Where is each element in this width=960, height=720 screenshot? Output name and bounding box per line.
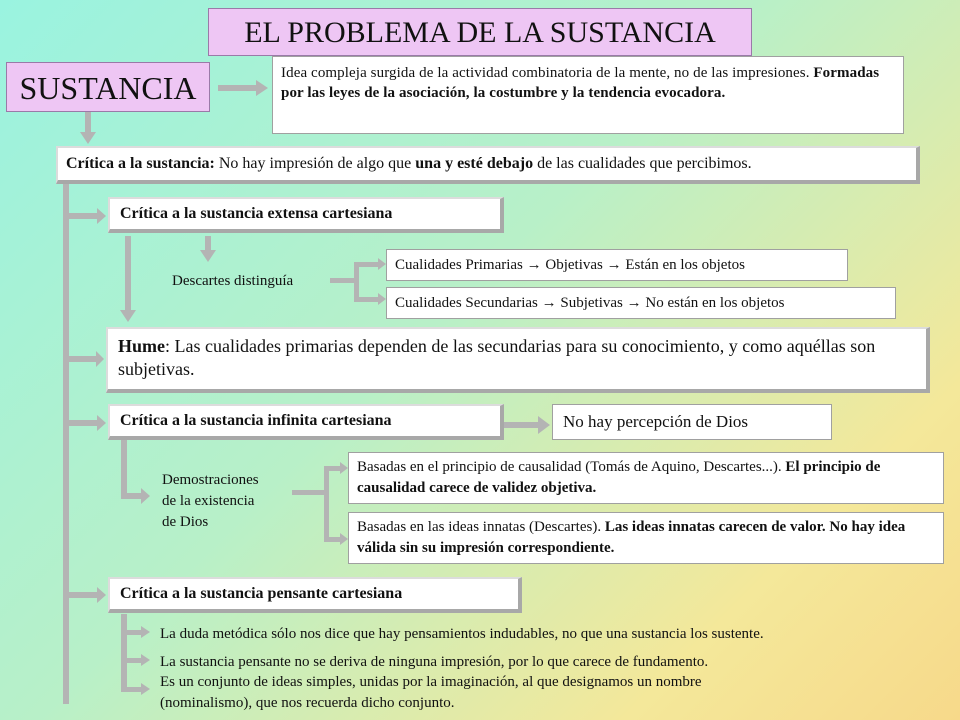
hume-text: : Las cualidades primarias dependen de las secundarias para su conocimiento, y como aquéllas son subjetivas. bbox=[118, 336, 876, 379]
hume-label: Hume bbox=[118, 336, 165, 356]
innatas-box bbox=[348, 512, 944, 564]
demostraciones-label bbox=[162, 470, 259, 533]
innatas-plain: Basadas en las ideas innatas (Descartes). bbox=[357, 519, 602, 535]
secundarias-box: Cualidades Secundarias → Subjetivas → No están en los objetos bbox=[386, 287, 896, 319]
pensante-item-4: (nominalismo), que nos recuerda dicho conjunto. bbox=[160, 695, 455, 711]
causalidad-bold: El principio de causalidad carece de validez objetiva. bbox=[357, 459, 881, 496]
descartes-label: Descartes distinguía bbox=[172, 273, 294, 289]
idea-definition-box bbox=[272, 56, 904, 134]
extensa-header: Crítica a la sustancia extensa cartesiana bbox=[108, 197, 504, 233]
pensante-header: Crítica a la sustancia pensante cartesiana bbox=[108, 577, 522, 613]
pensante-item-3: Es un conjunto de ideas simples, unidas por la imaginación, al que designamos un nombre bbox=[160, 674, 702, 690]
innatas-bold: Las ideas innatas carecen de valor. No hay idea válida sin su impresión correspondiente. bbox=[357, 519, 906, 556]
demostraciones-line-1: Demostraciones bbox=[162, 472, 259, 488]
pensante-item-1: La duda metódica sólo nos dice que hay pensamientos indudables, no que una sustancia los sustente. bbox=[160, 626, 764, 642]
causalidad-box bbox=[348, 452, 944, 504]
pensante-item-2: La sustancia pensante no se deriva de ninguna impresión, por lo que carece de fundamento. bbox=[160, 654, 709, 670]
sustancia-box: SUSTANCIA bbox=[6, 62, 210, 112]
hume-box bbox=[106, 327, 930, 393]
percepcion-dios-box: No hay percepción de Dios bbox=[552, 404, 832, 440]
page-title: EL PROBLEMA DE LA SUSTANCIA bbox=[208, 8, 752, 56]
critica-bold: una y esté debajo bbox=[415, 155, 534, 172]
idea-bold-text: Formadas por las leyes de la asociación, la costumbre y la tendencia evocadora. bbox=[281, 65, 880, 101]
idea-plain-text: Idea compleja surgida de la actividad combinatoria de la mente, no de las impresiones. bbox=[281, 65, 810, 81]
critica-text-2: de las cualidades que percibimos. bbox=[537, 155, 752, 172]
causalidad-plain: Basadas en el principio de causalidad (Tomás de Aquino, Descartes...). bbox=[357, 459, 782, 475]
critica-text-1: No hay impresión de algo que bbox=[218, 155, 412, 172]
critica-sustancia-box bbox=[56, 146, 920, 184]
primarias-box: Cualidades Primarias → Objetivas → Están en los objetos bbox=[386, 249, 848, 281]
demostraciones-line-3: de Dios bbox=[162, 514, 209, 530]
infinita-header: Crítica a la sustancia infinita cartesiana bbox=[108, 404, 504, 440]
demostraciones-line-2: de la existencia bbox=[162, 493, 255, 509]
critica-label: Crítica a la sustancia: bbox=[66, 155, 215, 172]
